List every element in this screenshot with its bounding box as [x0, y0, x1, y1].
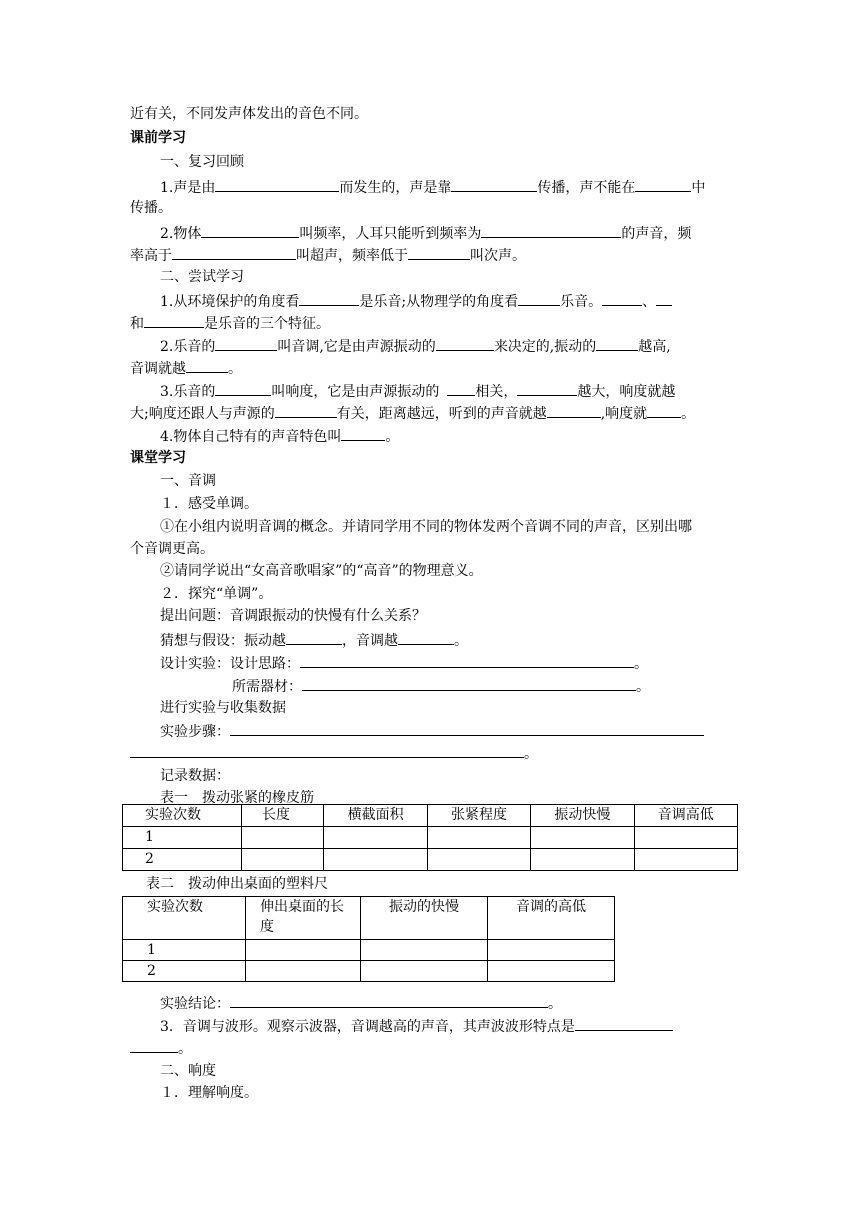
table-header-cell: 振动快慢 [531, 805, 634, 827]
pitch-item3-line2: 。 [130, 1037, 192, 1057]
table-cell[interactable] [531, 827, 634, 849]
blank[interactable] [186, 357, 228, 373]
blank[interactable] [635, 176, 691, 192]
blank[interactable] [215, 335, 277, 351]
hypothesis-line: 猜想与假设：振动越 ，音调越 。 [160, 629, 468, 649]
blank[interactable] [230, 992, 548, 1008]
materials-line: 所需器材： 。 [232, 675, 650, 695]
blank[interactable] [656, 290, 672, 306]
review-q1-line1: 1.声是由 而发生的，声是靠 传播，声不能在 中 [160, 176, 705, 196]
table-header-cell: 张紧程度 [427, 805, 530, 827]
table1-title: 表一 拨动张紧的橡皮筋 [160, 790, 314, 806]
review-q1-line2: 传播。 [130, 200, 172, 216]
try-q3-line1: 3.乐音的 叫响度，它是由声源振动的 相关， 越大，响度就越 [160, 380, 675, 400]
pitch-item3-line1: 3．音调与波形。观察示波器，音调越高的声音，其声波波形特点是 [160, 1015, 673, 1035]
table-header-cell: 伸出桌面的长度 [246, 897, 361, 940]
blank[interactable] [518, 290, 560, 306]
table-cell[interactable] [427, 849, 530, 871]
table-rubber-band [122, 804, 738, 871]
table-header-cell: 音调高低 [634, 805, 737, 827]
blank[interactable] [596, 335, 638, 351]
blank[interactable] [230, 720, 704, 736]
loudness-heading: 二、响度 [160, 1063, 216, 1079]
table-header-row [123, 897, 615, 940]
blank[interactable] [299, 290, 359, 306]
table-header-cell: 实验次数 [123, 897, 246, 940]
pitch-heading: 一、音调 [160, 473, 216, 489]
pitch-item1-sub1-line2: 个音调更高。 [130, 541, 214, 557]
blank[interactable] [130, 742, 524, 758]
review-heading: 一、复习回顾 [160, 154, 244, 170]
review-q2-line2: 率高于 叫超声，频率低于 叫次声。 [130, 244, 526, 264]
table-cell[interactable] [488, 940, 615, 961]
table-row [123, 827, 738, 849]
question-line: 提出问题：音调跟振动的快慢有什么关系？ [160, 608, 426, 624]
try-q2-line1: 2.乐音的 叫音调,它是由声源振动的 来决定的,振动的 越高, [160, 335, 671, 355]
table-cell[interactable] [634, 827, 737, 849]
table-cell[interactable] [242, 849, 324, 871]
blank[interactable] [144, 312, 204, 328]
blank[interactable] [517, 380, 577, 396]
blank[interactable] [172, 244, 296, 260]
blank[interactable] [451, 176, 537, 192]
pitch-item1: １．感受单调。 [160, 496, 258, 512]
table-plastic-ruler [122, 896, 615, 982]
table-row [123, 961, 615, 982]
table-header-cell: 长度 [242, 805, 324, 827]
table2-title: 表二 拨动伸出桌面的塑料尺 [146, 876, 328, 892]
try-q4: 4.物体自己特有的声音特色叫 。 [160, 425, 399, 445]
table-cell[interactable] [488, 961, 615, 982]
conduct-line: 进行实验与收集数据 [160, 700, 286, 716]
table-cell[interactable] [324, 827, 427, 849]
blank[interactable] [130, 1037, 178, 1053]
try-q1-line1: 1.从环境保护的角度看 是乐音;从物理学的角度看 乐音。 、 [160, 290, 672, 310]
blank[interactable] [201, 222, 299, 238]
try-q1-line2: 和 是乐音的三个特征。 [130, 312, 330, 332]
table-row [123, 849, 738, 871]
table-cell[interactable] [361, 940, 488, 961]
intro-tail: 近有关，不同发声体发出的音色不同。 [130, 106, 368, 122]
pitch-item1-sub2: ②请同学说出“女高音歌唱家”的“高音”的物理意义。 [160, 563, 483, 579]
table-cell[interactable] [324, 849, 427, 871]
blank[interactable] [575, 1015, 673, 1031]
try-q3-line2: 大;响度还跟人与声源的 有关，距离越远，听到的声音就越 ,响度就 。 [130, 402, 695, 422]
section-heading-class-study: 课堂学习 [130, 450, 186, 466]
blank[interactable] [215, 380, 271, 396]
steps-line1: 实验步骤： [160, 720, 704, 740]
blank[interactable] [286, 629, 342, 645]
table-cell: 2 [123, 961, 246, 982]
table-cell: 1 [123, 940, 246, 961]
table-header-cell: 实验次数 [123, 805, 242, 827]
table-cell: 1 [123, 827, 242, 849]
table-cell[interactable] [246, 940, 361, 961]
blank[interactable] [436, 335, 494, 351]
table-header-cell: 音调的高低 [488, 897, 615, 940]
design-line: 设计实验：设计思路： 。 [160, 652, 648, 672]
blank[interactable] [300, 652, 634, 668]
table-cell: 2 [123, 849, 242, 871]
blank[interactable] [408, 244, 470, 260]
blank[interactable] [302, 675, 636, 691]
blank[interactable] [215, 176, 339, 192]
blank[interactable] [398, 629, 454, 645]
conclusion-line: 实验结论： 。 [160, 992, 562, 1012]
pitch-item1-sub1-line1: ①在小组内说明音调的概念。并请同学用不同的物体发两个音调不同的声音，区别出哪 [160, 519, 692, 535]
blank[interactable] [481, 222, 621, 238]
section-heading-pre-study: 课前学习 [130, 130, 186, 146]
review-q2-line1: 2.物体 叫频率，人耳只能听到频率为 的声音，频 [160, 222, 691, 242]
table-row [123, 940, 615, 961]
table-cell[interactable] [242, 827, 324, 849]
table-cell[interactable] [246, 961, 361, 982]
table-header-cell: 振动的快慢 [361, 897, 488, 940]
blank[interactable] [647, 402, 681, 418]
blank[interactable] [447, 380, 475, 396]
blank[interactable] [602, 290, 642, 306]
table-header-row [123, 805, 738, 827]
table-header-cell: 横截面积 [324, 805, 427, 827]
table-cell[interactable] [531, 849, 634, 871]
pitch-item2: ２．探究“单调”。 [160, 586, 273, 602]
try-heading: 二、尝试学习 [160, 269, 244, 285]
table-cell[interactable] [634, 849, 737, 871]
blank[interactable] [341, 425, 385, 441]
try-q2-line2: 音调就越 。 [130, 357, 242, 377]
table-cell[interactable] [427, 827, 530, 849]
blank[interactable] [275, 402, 337, 418]
loudness-item1: １．理解响度。 [160, 1085, 258, 1101]
table-cell[interactable] [361, 961, 488, 982]
steps-line2: 。 [130, 742, 538, 762]
blank[interactable] [547, 402, 601, 418]
record-line: 记录数据： [160, 768, 230, 784]
